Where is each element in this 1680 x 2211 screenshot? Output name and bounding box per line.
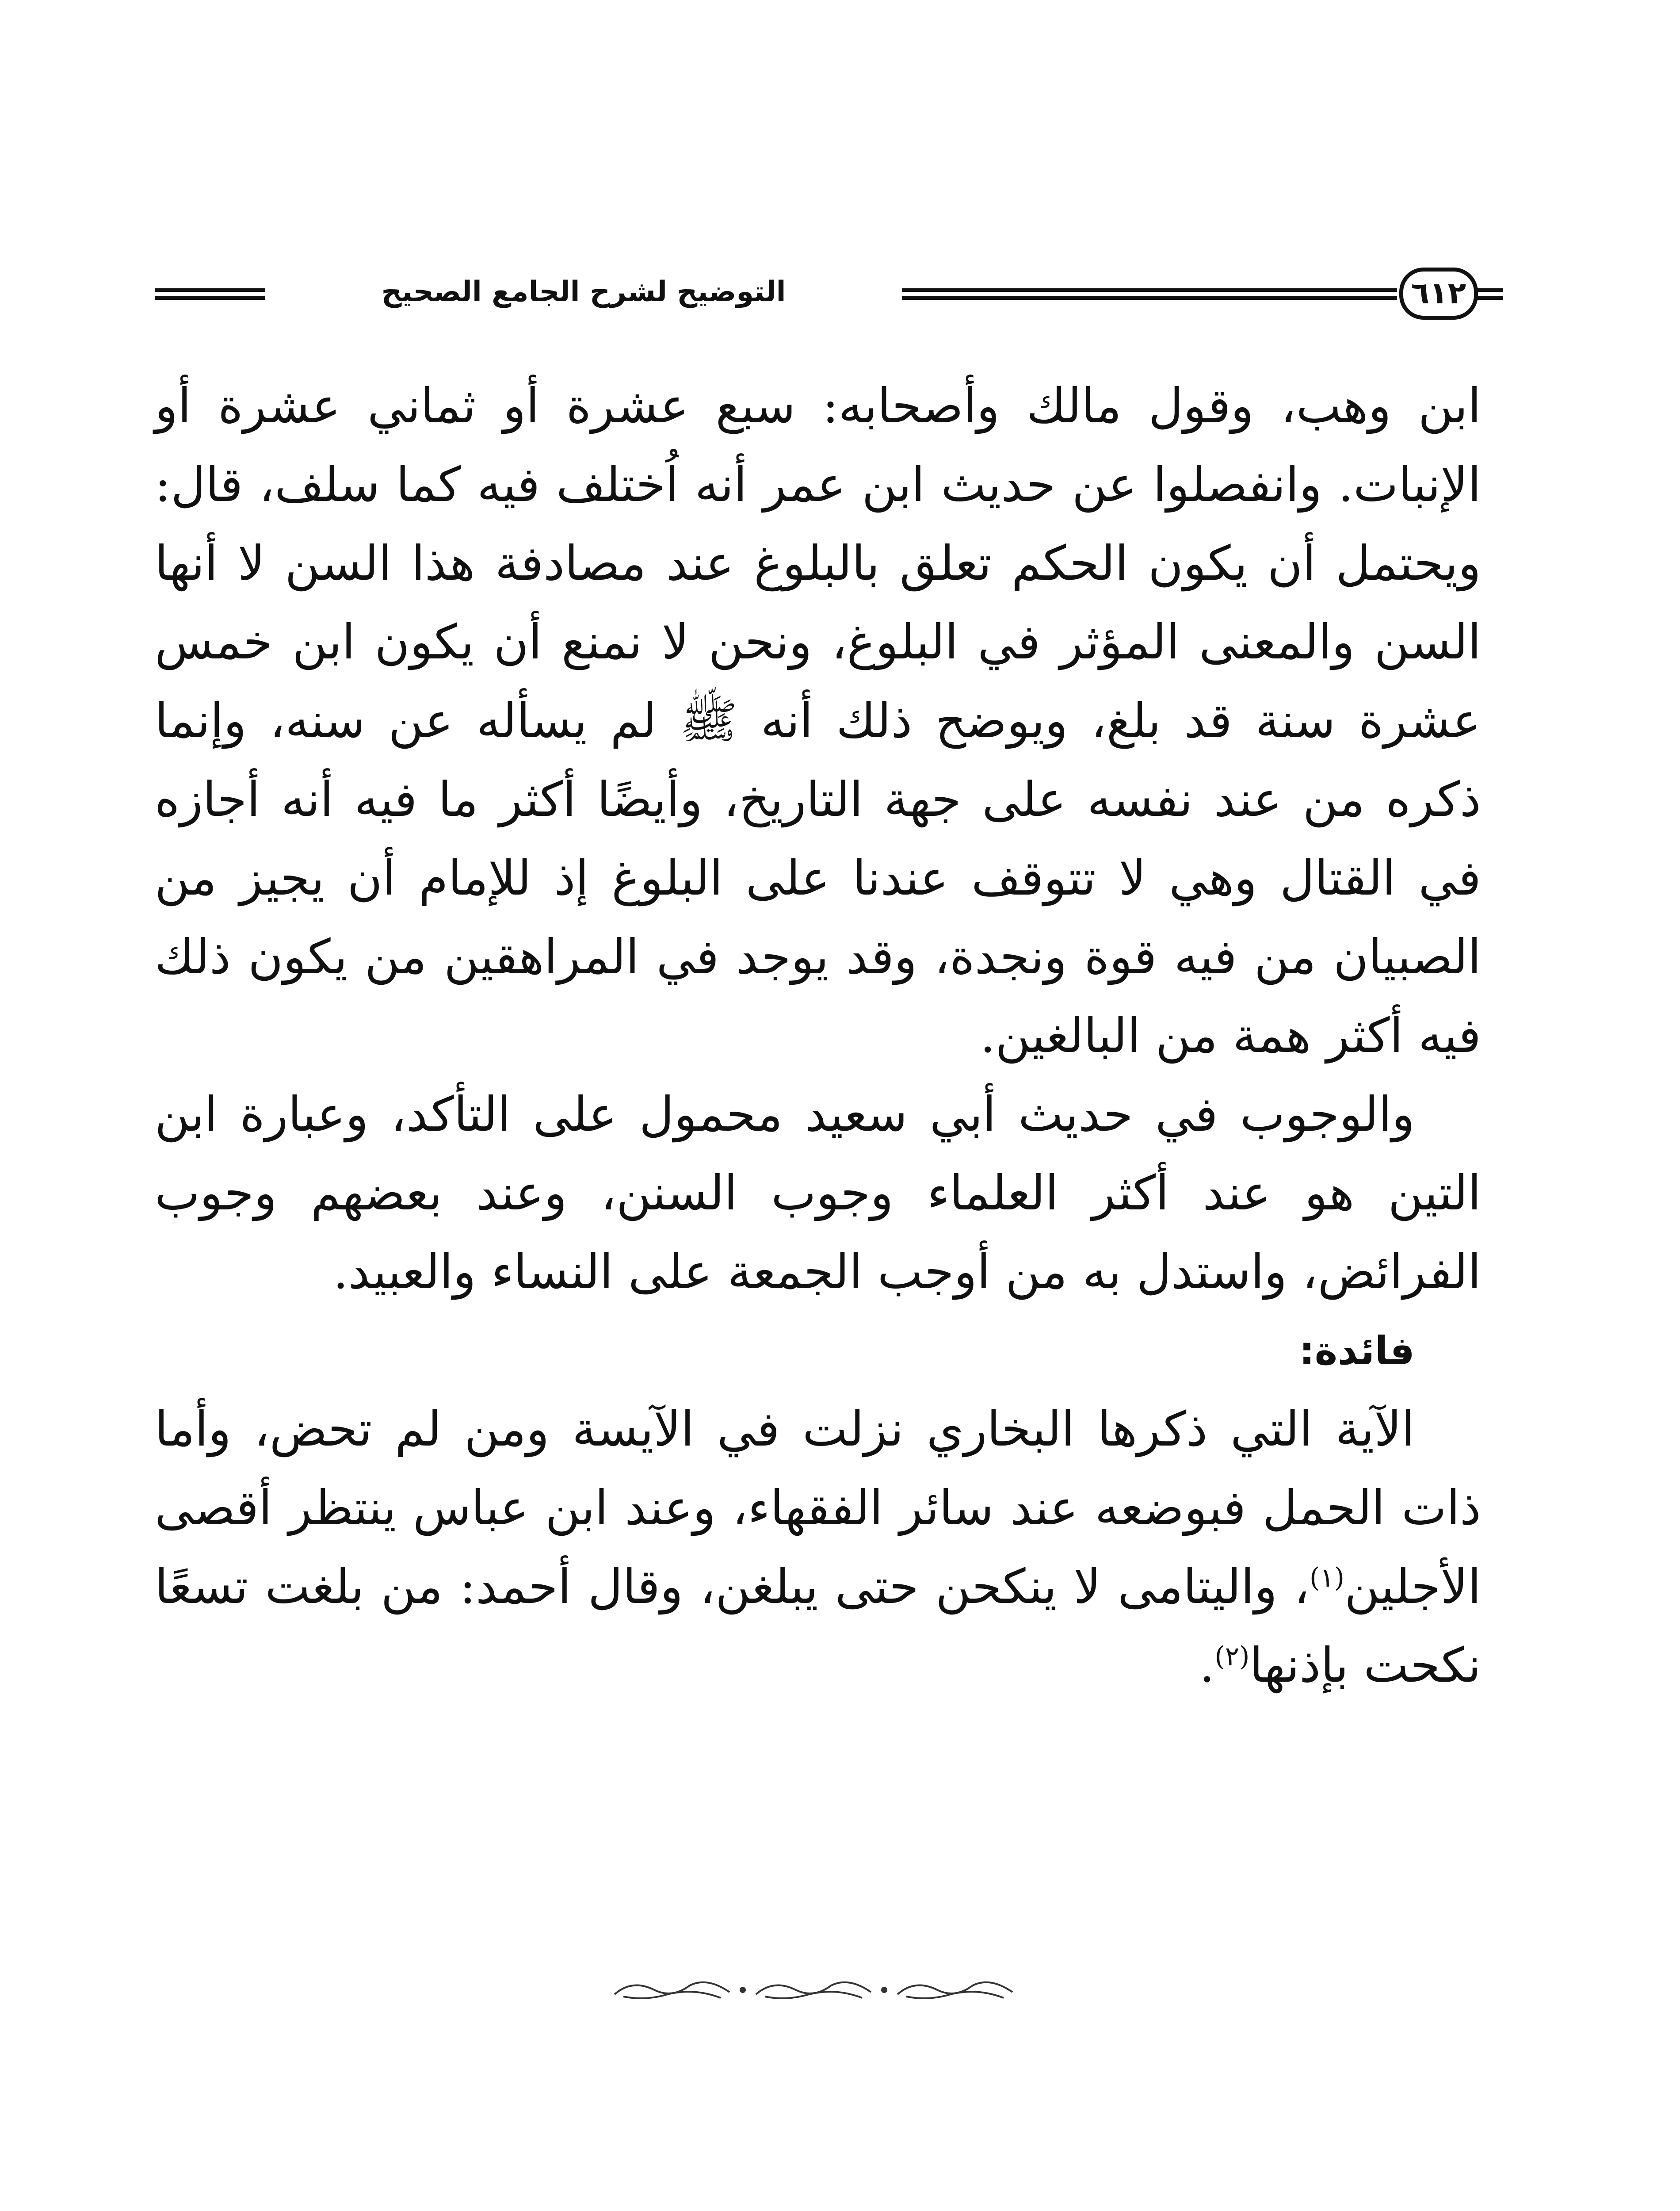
header-rule-right: [1477, 288, 1503, 300]
section-end-ornament-icon: [606, 1977, 1030, 2003]
paragraph-3-part-b: ، واليتامى لا ينكحن حتى يبلغن، وقال أحمد: من بلغت تسعًا نكحت بإذنها: [155, 1559, 1481, 1693]
paragraph-2: والوجوب في حديث أبي سعيد محمول على التأكد، وعبارة ابن التين هو عند أكثر العلماء وجوب السنن، وعند بعضهم وجوب الفرائض، واستدل به من أوجب الجمعة على النساء والعبيد.: [155, 1087, 1481, 1300]
footnote-ref-1: (١): [1310, 1562, 1345, 1593]
section-heading: فائدة:: [1299, 1328, 1415, 1373]
paragraph-3: [155, 1390, 1481, 1705]
paragraph-1: ابن وهب، وقول مالك وأصحابه: سبع عشرة أو ثماني عشرة أو الإنبات. وانفصلوا عن حديث ابن عمر أنه اُختلف فيه كما سلف، قال: ويحتمل أن يكون الحكم تعلق بالبلوغ عند مصادفة هذا السن لا أنها السن والمعنى المؤثر في البلوغ، ونحن لا نمنع أن يكون ابن خمس عشرة سنة قد بلغ، ويوضح ذلك أنه ﷺ لم يسأله عن سنه، وإنما ذكره من عند نفسه على جهة التاريخ، وأيضًا أكثر ما فيه أنه أجازه في القتال وهي لا تتوقف عندنا على البلوغ إذ للإمام أن يجيز من الصبيان من فيه قوة ونجدة، وقد يوجد في المراهقين من يكون ذلك فيه أكثر همة من البالغين.: [155, 379, 1481, 1063]
paragraph-3-part-a: الآية التي ذكرها البخاري نزلت في الآيسة ومن لم تحض، وأما ذات الحمل فبوضعه عند سائر الفقهاء، وعند ابن عباس ينتظر أقصى الأجلين: [155, 1402, 1481, 1614]
header-rule-middle: [902, 288, 1397, 300]
paragraph-3-part-c: .: [1199, 1638, 1215, 1693]
header-rule-left: [155, 288, 265, 300]
page-header: [155, 265, 1481, 332]
running-title: التوضيح لشرح الجامع الصحيح: [381, 275, 786, 308]
page-number: ٦١٢: [1399, 268, 1478, 320]
footnote-ref-2: (٢): [1214, 1641, 1250, 1672]
main-text: [155, 367, 1481, 1705]
